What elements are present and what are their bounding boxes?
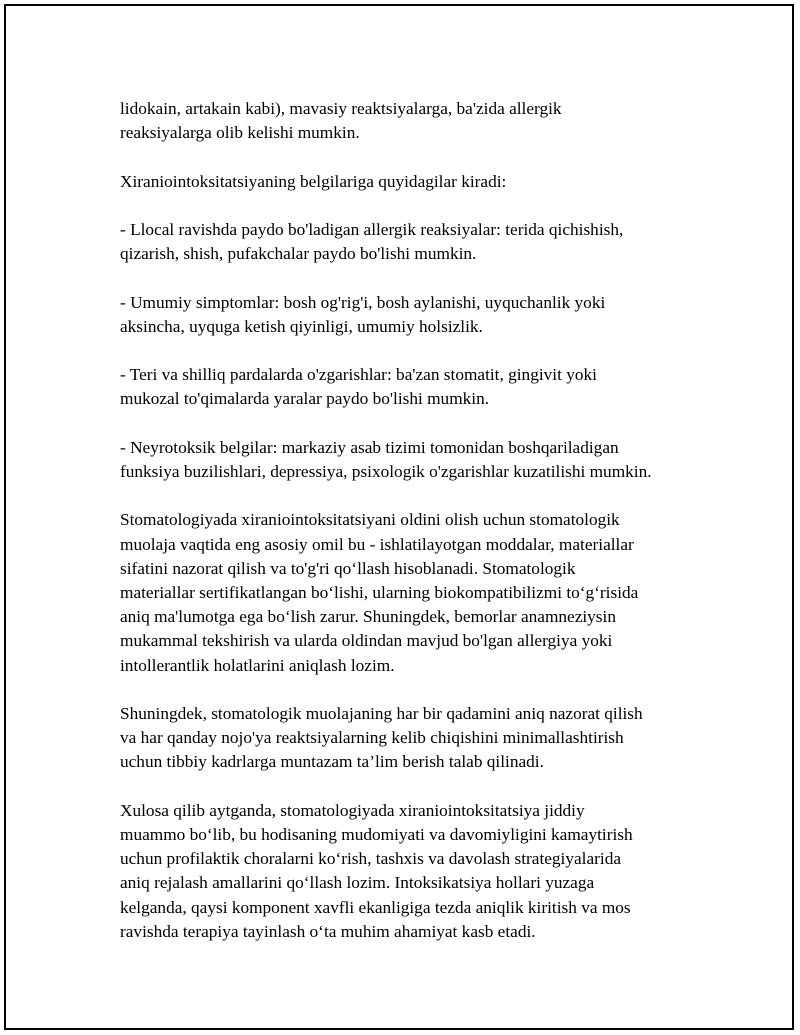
list-item-general-symptoms: - Umumiy simptomlar: bosh og'rig'i, bosh aylanishi, uyquchanlik yoki aksincha, uyquga ketish qiyinligi, umumiy holsizlik.: [120, 292, 606, 336]
paragraph-staff-training: Shuningdek, stomatologik muolajaning har bir qadamini aniq nazorat qilish va har qanday nojo'ya reaktsiyalarning kelib chiqishini minimallashtirish uchun tibbiy kadrlarga muntazam ta’lim berish talab qilinadi.: [120, 703, 643, 772]
page-frame: [4, 4, 794, 1030]
paragraph-conclusion: Xulosa qilib aytganda, stomatologiyada xiraniointoksitatsiya jiddiy muammo bo‘lib, bu hodisaning mudomiyati va davomiyligini kamaytirish uchun profilaktik choralarni ko‘rish, tashxis va davolash strategiyalarida aniq rejalash amallarini qo‘llash lozim. Intoksikatsiya hollari yuzaga kelganda, qaysi komponent xavfli ekanligiga tezda aniqlik kiritish va mos ravishda terapiya tayinlash o‘ta muhim ahamiyat kasb etadi.: [120, 800, 633, 941]
list-item-mucosa-changes: - Teri va shilliq pardalarda o'zgarishlar: ba'zan stomatit, gingivit yoki mukozal to'qimalarda yaralar paydo bo'lishi mumkin.: [120, 365, 597, 409]
paragraph-intro-continuation: lidokain, artakain kabi), mavasiy reaktsiyalarga, ba'zida allergik reaksiyalarga olib kelishi mumkin.: [120, 99, 562, 143]
list-item-neurotoxic-signs: - Neyrotoksik belgilar: markaziy asab tizimi tomonidan boshqariladigan funksiya buzilishlari, depressiya, psixologik o'zgarishlar kuzatilishi mumkin.: [120, 437, 652, 481]
document-body: [120, 97, 700, 968]
list-item-local-reactions: - Llocal ravishda paydo bo'ladigan allergik reaksiyalar: terida qichishish, qizarish, shish, pufakchalar paydo bo'lishi mumkin.: [120, 219, 624, 264]
paragraph-prevention: Stomatologiyada xiraniointoksitatsiyani oldini olish uchun stomatologik muolaja vaqtida eng asosiy omil bu - ishlatilayotgan moddalar, materiallar sifatini nazorat qilish va to'g'ri qo‘llash hisoblanadi. Stomatologik materiallar sertifikatlangan bo‘lishi, ularning biokompatibilizmi to‘g‘risida aniq ma'lumotga ega bo‘lish zarur. Shuningdek, bemorlar anamneziysin mukammal tekshirish va ularda oldindan mavjud bo'lgan allergiya yoki intollerantlik holatlarini aniqlash lozim.: [120, 510, 639, 675]
paragraph-symptoms-heading: Xiraniointoksitatsiyaning belgilariga quyidagilar kiradi:: [120, 171, 507, 191]
